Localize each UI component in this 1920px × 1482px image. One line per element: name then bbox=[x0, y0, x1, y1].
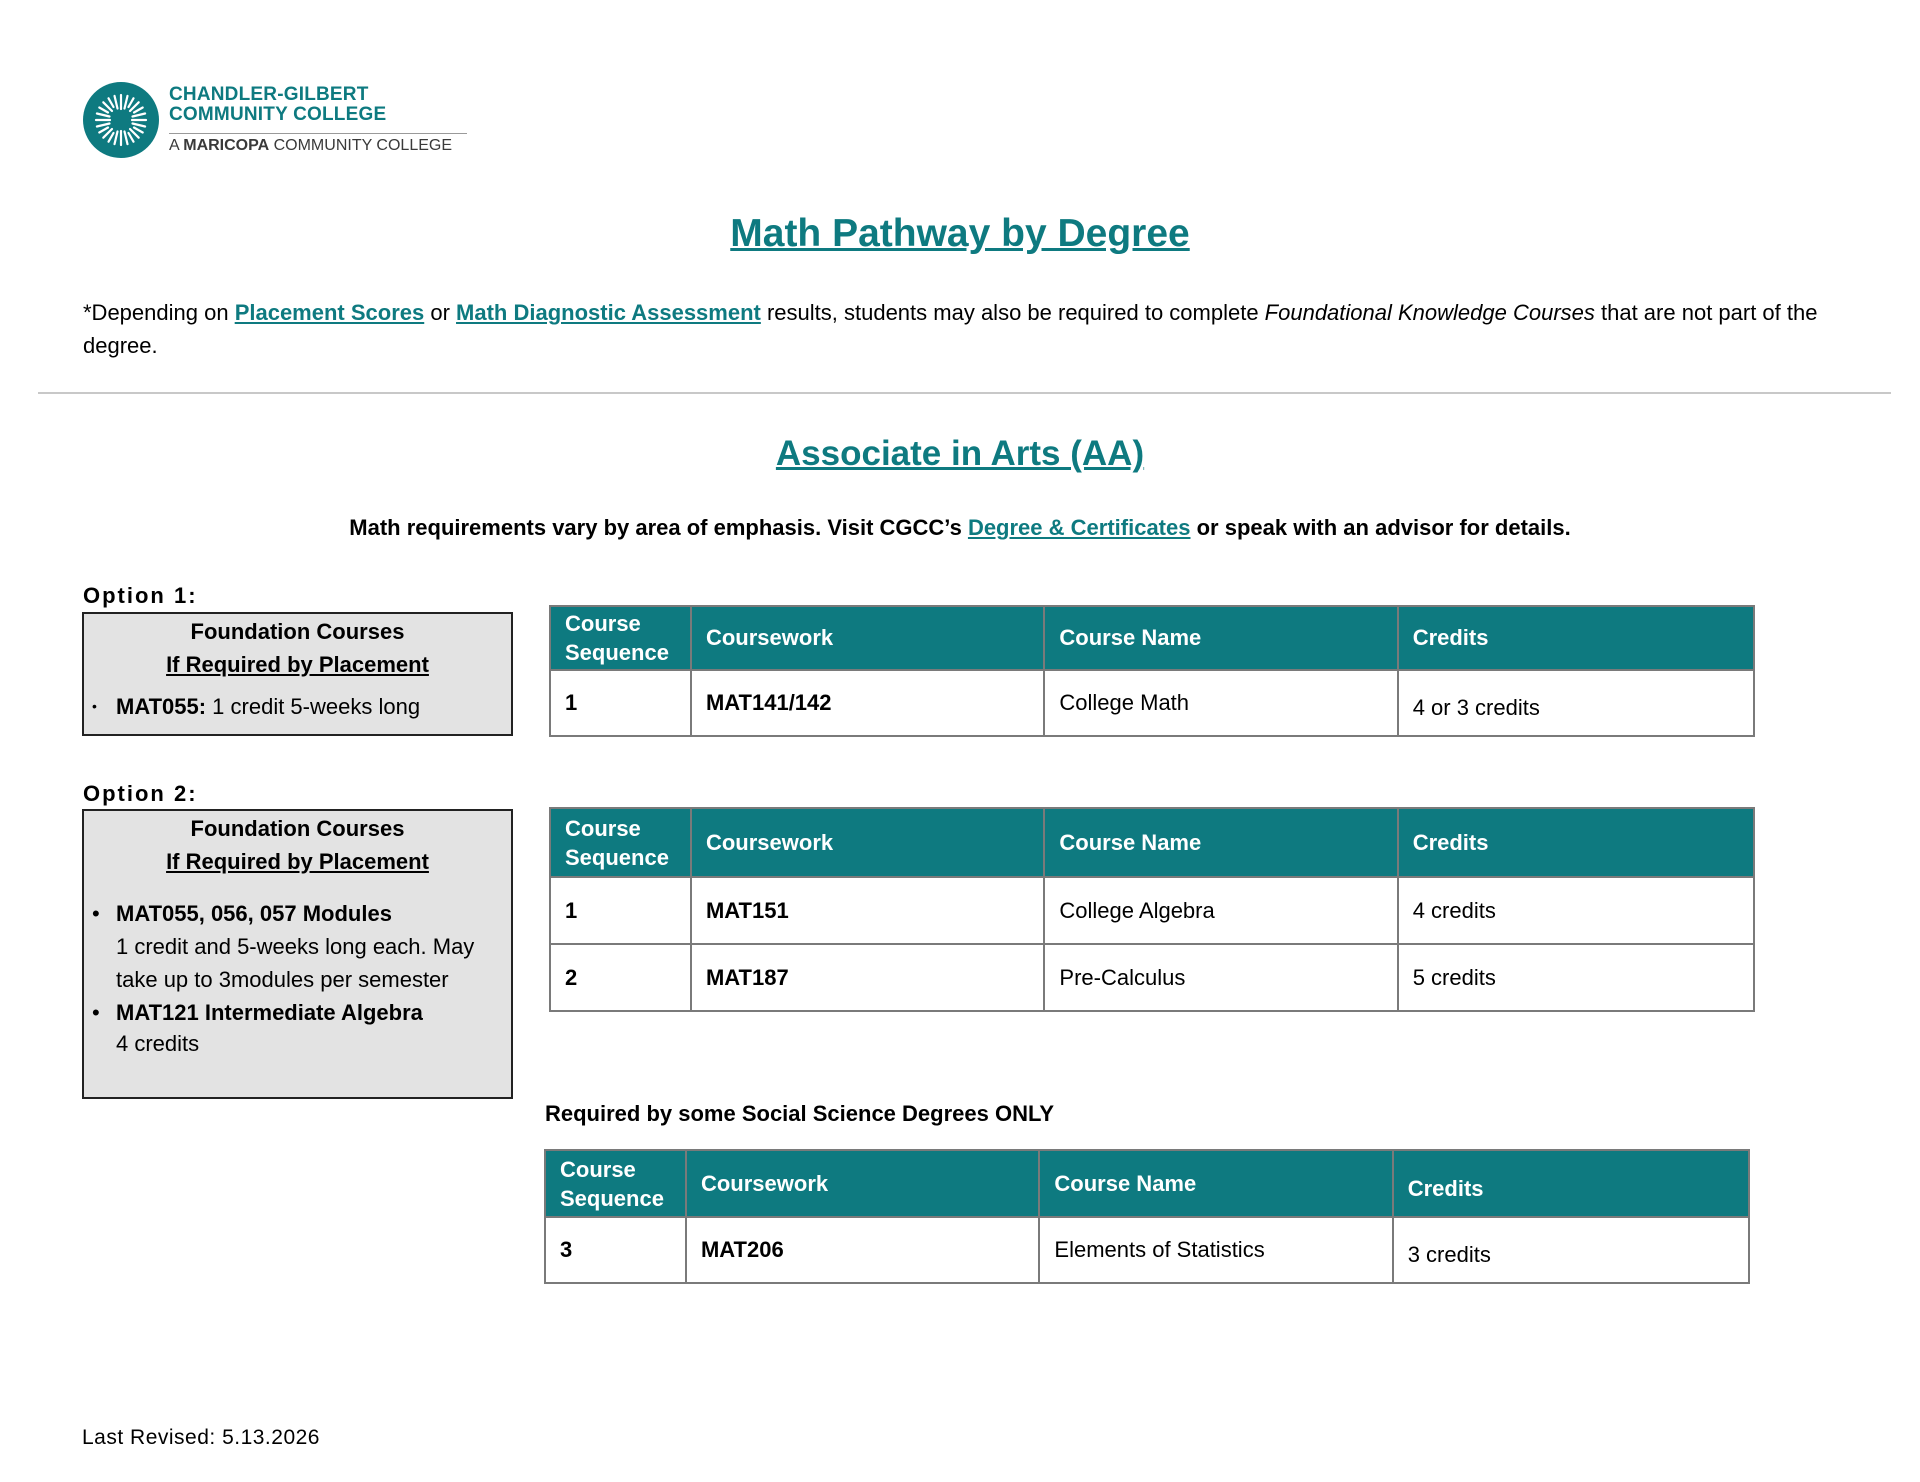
option2-label: Option 2: bbox=[83, 781, 198, 806]
col-header-credits: Credits bbox=[1393, 1150, 1749, 1217]
social-science-course-table bbox=[544, 1149, 1750, 1284]
cell-credits: 4 credits bbox=[1398, 877, 1754, 944]
col-header-coursework: Coursework bbox=[691, 606, 1044, 670]
cell-credits: 3 credits bbox=[1393, 1217, 1749, 1283]
col-header-credits: Credits bbox=[1398, 808, 1754, 877]
section-divider bbox=[38, 392, 1891, 394]
col-header-credits: Credits bbox=[1398, 606, 1754, 670]
cell-course-name: Pre-Calculus bbox=[1044, 944, 1397, 1011]
foundation-item: • MAT121 Intermediate Algebra 4 credits bbox=[92, 1000, 423, 1056]
page-title: Math Pathway by Degree bbox=[730, 212, 1190, 255]
social-science-heading: Required by some Social Science Degrees ONLY bbox=[545, 1101, 1055, 1126]
logo-text-line2: COMMUNITY COLLEGE bbox=[169, 104, 387, 125]
table-row bbox=[550, 877, 1754, 944]
cell-credits: 5 credits bbox=[1398, 944, 1754, 1011]
math-diagnostic-link[interactable]: Math Diagnostic Assessment bbox=[456, 300, 761, 325]
last-revised: Last Revised: 5.13.2026 bbox=[82, 1426, 320, 1449]
foundation-subheading: If Required by Placement bbox=[166, 849, 429, 874]
option1-course-table bbox=[549, 605, 1755, 737]
table-row bbox=[550, 944, 1754, 1011]
table-header-row bbox=[545, 1150, 1749, 1217]
table-header-row bbox=[550, 606, 1754, 670]
option1-foundation-box bbox=[82, 612, 513, 736]
degree-title: Associate in Arts (AA) bbox=[775, 434, 1145, 473]
cell-sequence: 1 bbox=[550, 670, 691, 736]
cell-course-name: Elements of Statistics bbox=[1039, 1217, 1392, 1283]
table-header-row bbox=[550, 808, 1754, 877]
logo-text-line3: A MARICOPA COMMUNITY COLLEGE bbox=[169, 137, 452, 154]
cell-sequence: 2 bbox=[550, 944, 691, 1011]
col-header-course-name: Course Name bbox=[1039, 1150, 1392, 1217]
col-header-sequence: Course Sequence bbox=[550, 808, 691, 877]
col-header-coursework: Coursework bbox=[691, 808, 1044, 877]
col-header-sequence: Course Sequence bbox=[550, 606, 691, 670]
cell-sequence: 1 bbox=[550, 877, 691, 944]
degree-certificates-link[interactable]: Degree & Certificates bbox=[967, 515, 1191, 540]
col-header-sequence: Course Sequence bbox=[545, 1150, 686, 1217]
cell-credits: 4 or 3 credits bbox=[1398, 670, 1754, 736]
intro-paragraph: *Depending on Placement Scores or Math Diagnostic Assessment results, students may also be required to complete Foundational Knowledge Courses that are not part of the degree. bbox=[83, 300, 1818, 358]
cell-coursework: MAT151 bbox=[691, 877, 1044, 944]
foundation-heading: Foundation Courses bbox=[190, 619, 405, 644]
table-row bbox=[545, 1217, 1749, 1283]
cell-sequence: 3 bbox=[545, 1217, 686, 1283]
option1-label: Option 1: bbox=[83, 583, 198, 608]
logo-text-line1: CHANDLER-GILBERT bbox=[169, 84, 369, 105]
logo-divider bbox=[169, 133, 467, 134]
foundation-item: • MAT055, 056, 057 Modules 1 credit and 5-weeks long each. May take up to 3modules per semester bbox=[92, 901, 475, 992]
cell-course-name: College Math bbox=[1044, 670, 1397, 736]
foundation-item: • MAT055: 1 credit 5-weeks long bbox=[92, 694, 421, 719]
cell-coursework: MAT206 bbox=[686, 1217, 1039, 1283]
cell-coursework: MAT141/142 bbox=[691, 670, 1044, 736]
foundation-subheading: If Required by Placement bbox=[166, 652, 429, 677]
col-header-course-name: Course Name bbox=[1044, 606, 1397, 670]
foundation-heading: Foundation Courses bbox=[190, 816, 405, 841]
option2-course-table bbox=[549, 807, 1755, 1012]
placement-scores-link[interactable]: Placement Scores bbox=[234, 300, 425, 325]
sunburst-logo-icon bbox=[83, 82, 159, 158]
cell-course-name: College Algebra bbox=[1044, 877, 1397, 944]
requirements-note: Math requirements vary by area of emphasis. Visit CGCC’s Degree & Certificates or speak with an advisor for details. bbox=[349, 515, 1571, 540]
table-row bbox=[550, 670, 1754, 736]
college-logo bbox=[83, 82, 473, 162]
col-header-course-name: Course Name bbox=[1044, 808, 1397, 877]
cell-coursework: MAT187 bbox=[691, 944, 1044, 1011]
col-header-coursework: Coursework bbox=[686, 1150, 1039, 1217]
option2-foundation-box bbox=[82, 809, 513, 1099]
